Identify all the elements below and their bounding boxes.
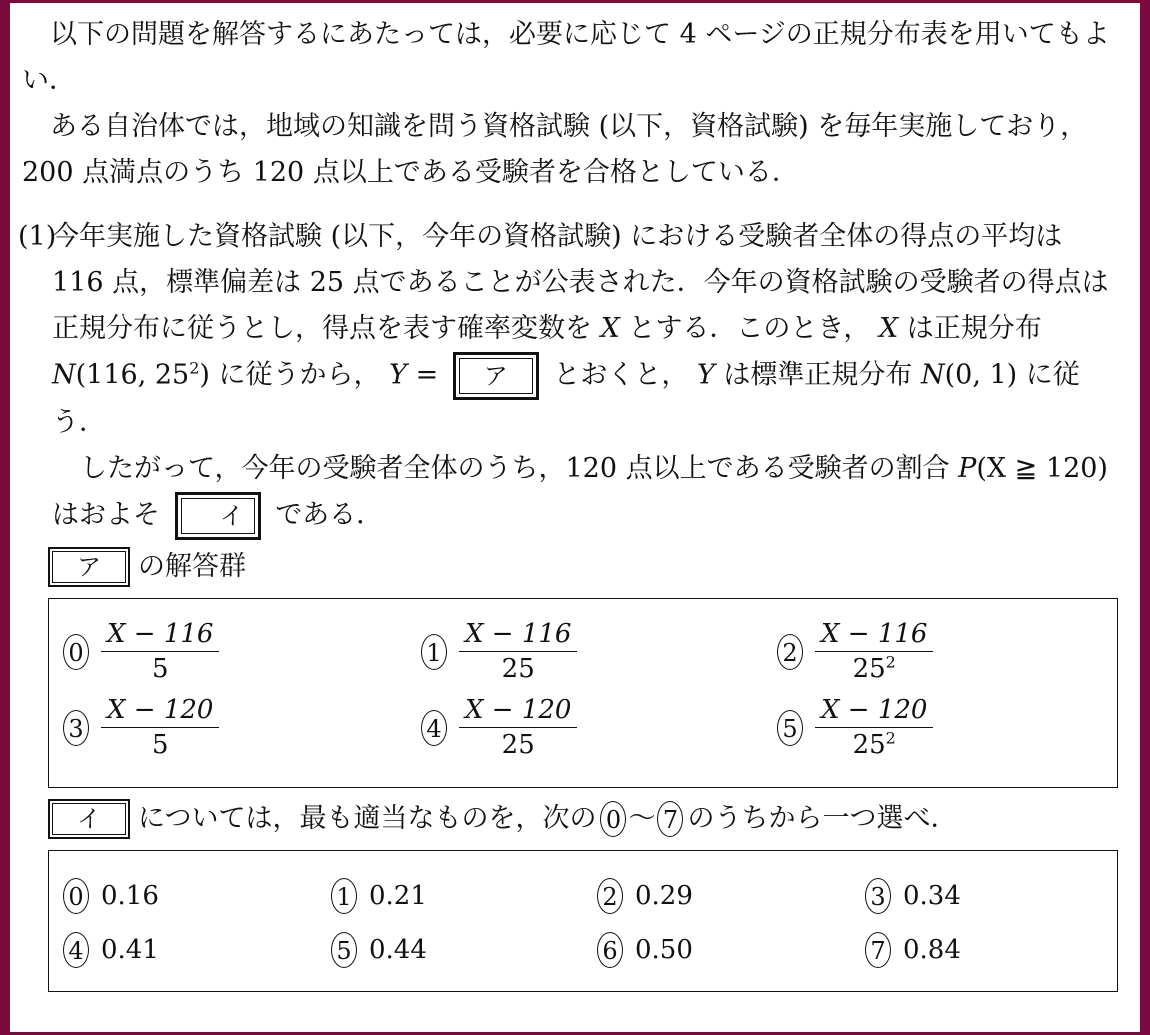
choice-i-4[interactable]: 4 0.41 [63,927,159,973]
choice-a-4[interactable]: 4 $\frac{X - 120}{25}$ [421,693,577,762]
choice-i-1[interactable]: 1 0.21 [331,873,427,919]
choice-i-6[interactable]: 6 0.50 [597,927,693,973]
group-a-header: ア の解答群 [48,544,1120,590]
choice-a-3[interactable]: 3 $\frac{X - 120}{5}$ [63,693,219,762]
choice-i-0[interactable]: 0 0.16 [63,873,159,919]
intro-paragraph-1: 以下の問題を解答するにあたっては，必要に応じて 4 ページの正規分布表を用いてもよい． [22,19,1110,96]
answer-box-a-label: ア [48,547,130,587]
choice-a-5[interactable]: 5 $\frac{X - 120}{25^2}$ [777,693,933,762]
choice-i-5[interactable]: 5 0.44 [331,927,427,973]
answer-box-i[interactable]: イ [175,492,261,540]
question-1-paragraph-1: 今年実施した資格試験 (以下，今年の資格試験) における受験者全体の得点の平均は 116 点，標準偏差は 25 点であることが公表された．今年の資格試験の受験者の得点は正規分布に従うとし，得点を表す確率変数を X とする．このとき， X は正規分布 N(116, $25^2$) に従うから， Y = ア とおくと， Y は標準正規分布 N(0, 1) に従う． [52,221,1109,438]
intro-paragraph-2: ある自治体では，地域の知識を問う資格試験 (以下，資格試験) を毎年実施しており，200 点満点のうち 120 点以上である受験者を合格としている． [22,111,1088,188]
choice-a-1[interactable]: 1 $\frac{X - 116}{25}$ [421,617,577,686]
question-1 [18,214,1120,540]
choice-i-3[interactable]: 3 0.34 [865,873,961,919]
group-i-choices [48,850,1118,992]
choice-a-2[interactable]: 2 $\frac{X - 116}{25^2}$ [777,617,933,686]
group-a-choices [48,598,1118,788]
question-1-paragraph-2: したがって，今年の受験者全体のうち，120 点以上である受験者の割合 P(X ≧ 120) はおよそ イ である． [52,446,1120,540]
answer-box-i-label: イ [48,799,130,839]
choice-i-7[interactable]: 7 0.84 [865,927,961,973]
choice-i-2[interactable]: 2 0.29 [597,873,693,919]
document-page [18,12,1120,1000]
question-number: (1) [18,221,57,252]
choice-a-0[interactable]: 0 $\frac{X - 116}{5}$ [63,617,219,686]
answer-box-a[interactable]: ア [453,352,539,400]
group-i-header: イ については，最も適当なものを，次の 0 〜 7 のうちから一つ選べ． [48,796,1120,842]
